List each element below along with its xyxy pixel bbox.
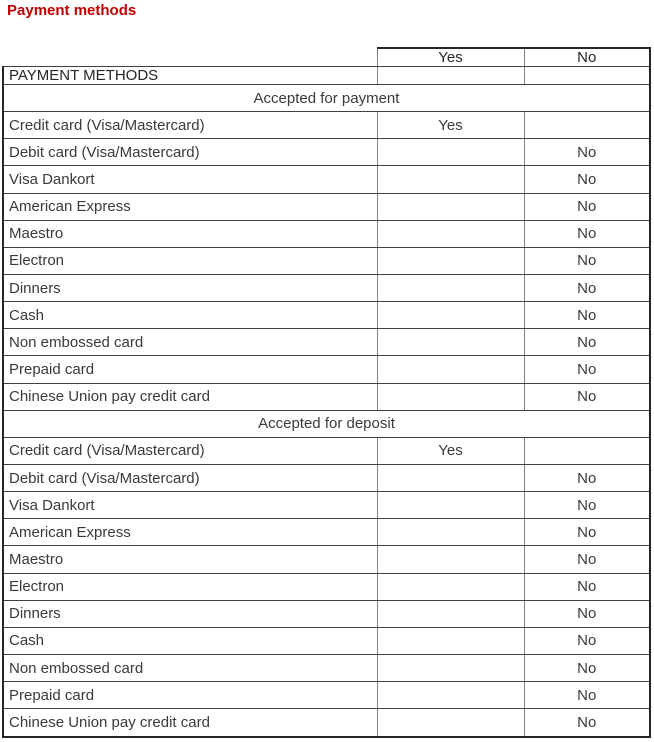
method-label: Cash [3, 302, 377, 329]
method-label: Chinese Union pay credit card [3, 383, 377, 410]
no-value: No [524, 492, 650, 519]
yes-value [377, 247, 524, 274]
section-title: Accepted for deposit [3, 410, 650, 437]
method-label: American Express [3, 193, 377, 220]
no-value [524, 112, 650, 139]
yes-value [377, 356, 524, 383]
no-value: No [524, 383, 650, 410]
empty-cell [524, 67, 650, 85]
yes-value [377, 193, 524, 220]
yes-value [377, 302, 524, 329]
method-label: Credit card (Visa/Mastercard) [3, 437, 377, 464]
method-label: Chinese Union pay credit card [3, 709, 377, 737]
no-value: No [524, 546, 650, 573]
table-title-cell: PAYMENT METHODS [3, 67, 377, 85]
table-row [3, 573, 650, 600]
yes-value [377, 519, 524, 546]
method-label: Dinners [3, 274, 377, 301]
section-row [3, 85, 650, 112]
no-value: No [524, 247, 650, 274]
method-label: Debit card (Visa/Mastercard) [3, 464, 377, 491]
table-row [3, 112, 650, 139]
yes-value [377, 329, 524, 356]
yes-value [377, 166, 524, 193]
table-row [3, 220, 650, 247]
method-label: Maestro [3, 546, 377, 573]
method-label: Prepaid card [3, 356, 377, 383]
yes-value [377, 383, 524, 410]
no-value: No [524, 274, 650, 301]
yes-value [377, 627, 524, 654]
table-row [3, 302, 650, 329]
yes-value [377, 573, 524, 600]
no-value: No [524, 139, 650, 166]
no-value: No [524, 193, 650, 220]
method-label: Visa Dankort [3, 166, 377, 193]
no-value: No [524, 709, 650, 737]
yes-value [377, 600, 524, 627]
table-row [3, 600, 650, 627]
column-header-row [3, 48, 650, 67]
table-row [3, 356, 650, 383]
no-value [524, 437, 650, 464]
table-row [3, 247, 650, 274]
method-label: American Express [3, 519, 377, 546]
yes-value [377, 139, 524, 166]
no-value: No [524, 464, 650, 491]
yes-value [377, 220, 524, 247]
no-value: No [524, 356, 650, 383]
payment-methods-table [2, 47, 651, 738]
method-label: Non embossed card [3, 654, 377, 681]
method-label: Cash [3, 627, 377, 654]
method-label: Credit card (Visa/Mastercard) [3, 112, 377, 139]
method-label: Electron [3, 573, 377, 600]
table-row [3, 682, 650, 709]
table-row [3, 139, 650, 166]
method-label: Prepaid card [3, 682, 377, 709]
yes-value [377, 464, 524, 491]
section-row [3, 410, 650, 437]
method-label: Electron [3, 247, 377, 274]
method-label: Visa Dankort [3, 492, 377, 519]
section-title: Accepted for payment [3, 85, 650, 112]
table-row [3, 464, 650, 491]
no-value: No [524, 600, 650, 627]
table-row [3, 437, 650, 464]
no-value: No [524, 573, 650, 600]
no-value: No [524, 166, 650, 193]
table-row [3, 274, 650, 301]
yes-value [377, 682, 524, 709]
column-header-yes: Yes [377, 48, 524, 67]
table-row [3, 627, 650, 654]
table-title-row [3, 67, 650, 85]
method-label: Non embossed card [3, 329, 377, 356]
table-row [3, 546, 650, 573]
table-row [3, 193, 650, 220]
no-value: No [524, 519, 650, 546]
yes-value [377, 492, 524, 519]
table-row [3, 519, 650, 546]
corner-spacer [3, 48, 377, 67]
method-label: Dinners [3, 600, 377, 627]
no-value: No [524, 302, 650, 329]
no-value: No [524, 682, 650, 709]
no-value: No [524, 654, 650, 681]
no-value: No [524, 627, 650, 654]
yes-value: Yes [377, 437, 524, 464]
empty-cell [377, 67, 524, 85]
yes-value [377, 654, 524, 681]
table-row [3, 166, 650, 193]
table-row [3, 709, 650, 737]
table-row [3, 492, 650, 519]
yes-value [377, 546, 524, 573]
yes-value [377, 274, 524, 301]
table-row [3, 654, 650, 681]
yes-value: Yes [377, 112, 524, 139]
table-body [3, 85, 650, 738]
page-title: Payment methods [7, 2, 137, 19]
method-label: Debit card (Visa/Mastercard) [3, 139, 377, 166]
table-row [3, 383, 650, 410]
no-value: No [524, 329, 650, 356]
table-row [3, 329, 650, 356]
method-label: Maestro [3, 220, 377, 247]
column-header-no: No [524, 48, 650, 67]
no-value: No [524, 220, 650, 247]
yes-value [377, 709, 524, 737]
